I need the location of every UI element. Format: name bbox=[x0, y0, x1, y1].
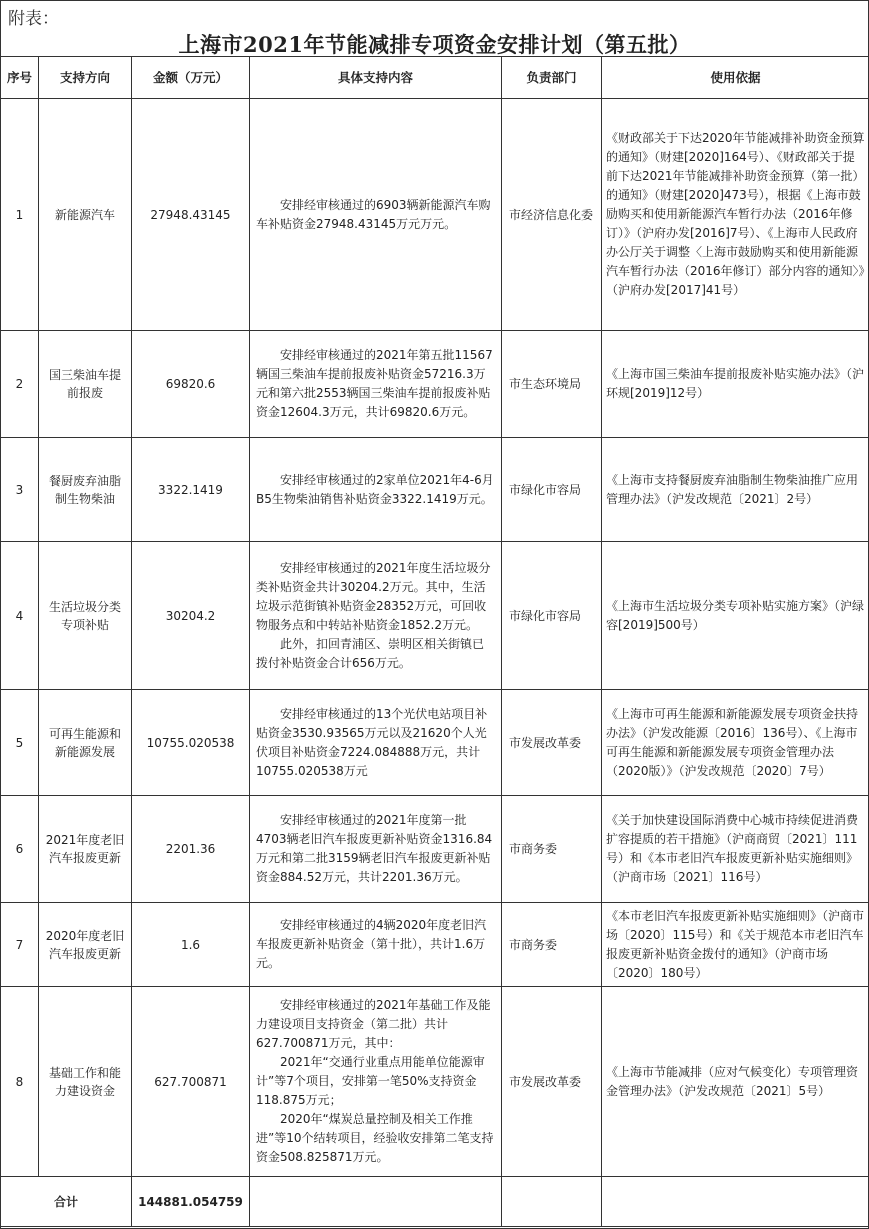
content-paragraph: 安排经审核通过的2021年度第一批4703辆老旧汽车报废更新补贴资金1316.84万元和第二批3159辆老旧汽车报废更新补贴资金884.52万元，共计2201.36万元。 bbox=[256, 813, 493, 884]
page-title: 上海市2021年节能减排专项资金安排计划（第五批） bbox=[178, 32, 691, 57]
row-index: 5 bbox=[1, 690, 39, 796]
row-dept: 市绿化市容局 bbox=[502, 438, 602, 542]
row-amount: 3322.1419 bbox=[132, 438, 250, 542]
header-content: 具体支持内容 bbox=[250, 57, 502, 99]
row-index: 6 bbox=[1, 796, 39, 903]
row-index: 2 bbox=[1, 331, 39, 438]
row-index: 7 bbox=[1, 903, 39, 987]
row-direction: 国三柴油车提前报废 bbox=[39, 331, 132, 438]
header-dept: 负责部门 bbox=[502, 57, 602, 99]
funding-table bbox=[0, 56, 869, 1227]
row-basis: 《上海市可再生能源和新能源发展专项资金扶持办法》（沪发改能源〔2016〕136号）、《上海市可再生能源和新能源发展专项资金管理办法（2020版）》（沪发改规范〔2020〕7号） bbox=[602, 690, 869, 796]
row-content bbox=[250, 987, 502, 1177]
row-amount: 10755.020538 bbox=[132, 690, 250, 796]
row-index: 8 bbox=[1, 987, 39, 1177]
attachment-label: 附表： bbox=[8, 9, 59, 29]
row-content bbox=[250, 99, 502, 331]
row-basis: 《上海市支持餐厨废弃油脂制生物柴油推广应用管理办法》（沪发改规范〔2021〕2号） bbox=[602, 438, 869, 542]
row-direction: 2021年度老旧汽车报废更新 bbox=[39, 796, 132, 903]
row-amount: 30204.2 bbox=[132, 542, 250, 690]
total-empty-content bbox=[250, 1177, 502, 1227]
table-row bbox=[1, 99, 869, 331]
table-row bbox=[1, 796, 869, 903]
total-amount: 144881.054759 bbox=[132, 1177, 250, 1227]
table-row bbox=[1, 690, 869, 796]
table-row bbox=[1, 542, 869, 690]
content-paragraph: 安排经审核通过的4辆2020年度老旧汽车报废更新补贴资金（第十批），共计1.6万元。 bbox=[256, 918, 487, 970]
row-direction: 新能源汽车 bbox=[39, 99, 132, 331]
row-amount: 69820.6 bbox=[132, 331, 250, 438]
content-paragraph: 安排经审核通过的2家单位2021年4-6月B5生物柴油销售补贴资金3322.1419万元。 bbox=[256, 472, 494, 506]
row-direction: 基础工作和能力建设资金 bbox=[39, 987, 132, 1177]
header-direction: 支持方向 bbox=[39, 57, 132, 99]
row-index: 1 bbox=[1, 99, 39, 331]
header-amount: 金额（万元） bbox=[132, 57, 250, 99]
row-basis: 《财政部关于下达2020年节能减排补助资金预算的通知》（财建[2020]164号）、《财政部关于提前下达2021年节能减排补助资金预算（第一批）的通知》（财建[2020]473号），根据《上海市鼓励购买和使用新能源汽车暂行办法（2016年修订）》（沪府办发[2016]7号）、《上海市人民政府办公厅关于调整〈上海市鼓励购买和使用新能源汽车暂行办法（2016年修订）部分内容的通知〉》（沪府办发[2017]41号） bbox=[602, 99, 869, 331]
row-dept: 市生态环境局 bbox=[502, 331, 602, 438]
row-dept: 市发展改革委 bbox=[502, 690, 602, 796]
row-dept: 市经济信息化委 bbox=[502, 99, 602, 331]
header-index: 序号 bbox=[1, 57, 39, 99]
row-direction: 可再生能源和新能源发展 bbox=[39, 690, 132, 796]
content-paragraph: 2021年“交通行业重点用能单位能源审计”等7个项目，安排第一笔50%支持资金118.875万元； bbox=[256, 1055, 485, 1107]
row-direction: 生活垃圾分类专项补贴 bbox=[39, 542, 132, 690]
total-row bbox=[1, 1177, 869, 1227]
row-amount: 27948.43145 bbox=[132, 99, 250, 331]
row-content bbox=[250, 690, 502, 796]
row-basis: 《上海市生活垃圾分类专项补贴实施方案》（沪绿容[2019]500号） bbox=[602, 542, 869, 690]
content-paragraph: 安排经审核通过的2021年基础工作及能力建设项目支持资金（第二批）共计627.700871万元，其中： bbox=[256, 998, 491, 1050]
row-dept: 市商务委 bbox=[502, 903, 602, 987]
table-row bbox=[1, 438, 869, 542]
total-label: 合计 bbox=[1, 1177, 132, 1227]
table-row bbox=[1, 987, 869, 1177]
row-content bbox=[250, 796, 502, 903]
row-direction: 餐厨废弃油脂制生物柴油 bbox=[39, 438, 132, 542]
content-paragraph: 安排经审核通过的2021年第五批11567辆国三柴油车提前报废补贴资金57216.3万元和第六批2553辆国三柴油车提前报废补贴资金12604.3万元，共计69820.6万元。 bbox=[256, 348, 493, 419]
row-amount: 2201.36 bbox=[132, 796, 250, 903]
row-dept: 市绿化市容局 bbox=[502, 542, 602, 690]
content-paragraph: 安排经审核通过的6903辆新能源汽车购车补贴资金27948.43145万元万元。 bbox=[256, 197, 491, 231]
row-basis: 《关于加快建设国际消费中心城市持续促进消费扩容提质的若干措施》（沪商商贸〔2021〕111号）和《本市老旧汽车报废更新补贴实施细则》（沪商市场〔2021〕116号） bbox=[602, 796, 869, 903]
row-dept: 市发展改革委 bbox=[502, 987, 602, 1177]
total-empty-dept bbox=[502, 1177, 602, 1227]
row-amount: 1.6 bbox=[132, 903, 250, 987]
content-paragraph: 安排经审核通过的2021年度生活垃圾分类补贴资金共计30204.2万元。其中，生活垃圾示范街镇补贴资金28352万元，可回收物服务点和中转站补贴资金1852.2万元。 bbox=[256, 560, 491, 632]
row-direction: 2020年度老旧汽车报废更新 bbox=[39, 903, 132, 987]
row-amount: 627.700871 bbox=[132, 987, 250, 1177]
row-index: 4 bbox=[1, 542, 39, 690]
row-basis: 《上海市节能减排（应对气候变化）专项管理资金管理办法》（沪发改规范〔2021〕5号） bbox=[602, 987, 869, 1177]
row-basis: 《本市老旧汽车报废更新补贴实施细则》（沪商市场〔2020〕115号）和《关于规范本市老旧汽车报废更新补贴资金拨付的通知》（沪商市场〔2020〕180号） bbox=[602, 903, 869, 987]
row-content bbox=[250, 331, 502, 438]
total-empty-basis bbox=[602, 1177, 869, 1227]
table-row bbox=[1, 331, 869, 438]
content-paragraph: 2020年“煤炭总量控制及相关工作推进”等10个结转项目，经验收安排第二笔支持资金508.825871万元。 bbox=[256, 1112, 494, 1164]
header-basis: 使用依据 bbox=[602, 57, 869, 99]
header-row bbox=[1, 57, 869, 99]
row-content bbox=[250, 903, 502, 987]
row-index: 3 bbox=[1, 438, 39, 542]
row-content bbox=[250, 438, 502, 542]
content-paragraph: 此外，扣回青浦区、崇明区相关街镇已拨付补贴资金合计656万元。 bbox=[256, 636, 485, 670]
row-dept: 市商务委 bbox=[502, 796, 602, 903]
row-content bbox=[250, 542, 502, 690]
table-row bbox=[1, 903, 869, 987]
content-paragraph: 安排经审核通过的13个光伏电站项目补贴资金3530.93565万元以及21620个人光伏项目补贴资金7224.084888万元，共计10755.020538万元 bbox=[256, 706, 488, 778]
row-basis: 《上海市国三柴油车提前报废补贴实施办法》（沪环规[2019]12号） bbox=[602, 331, 869, 438]
